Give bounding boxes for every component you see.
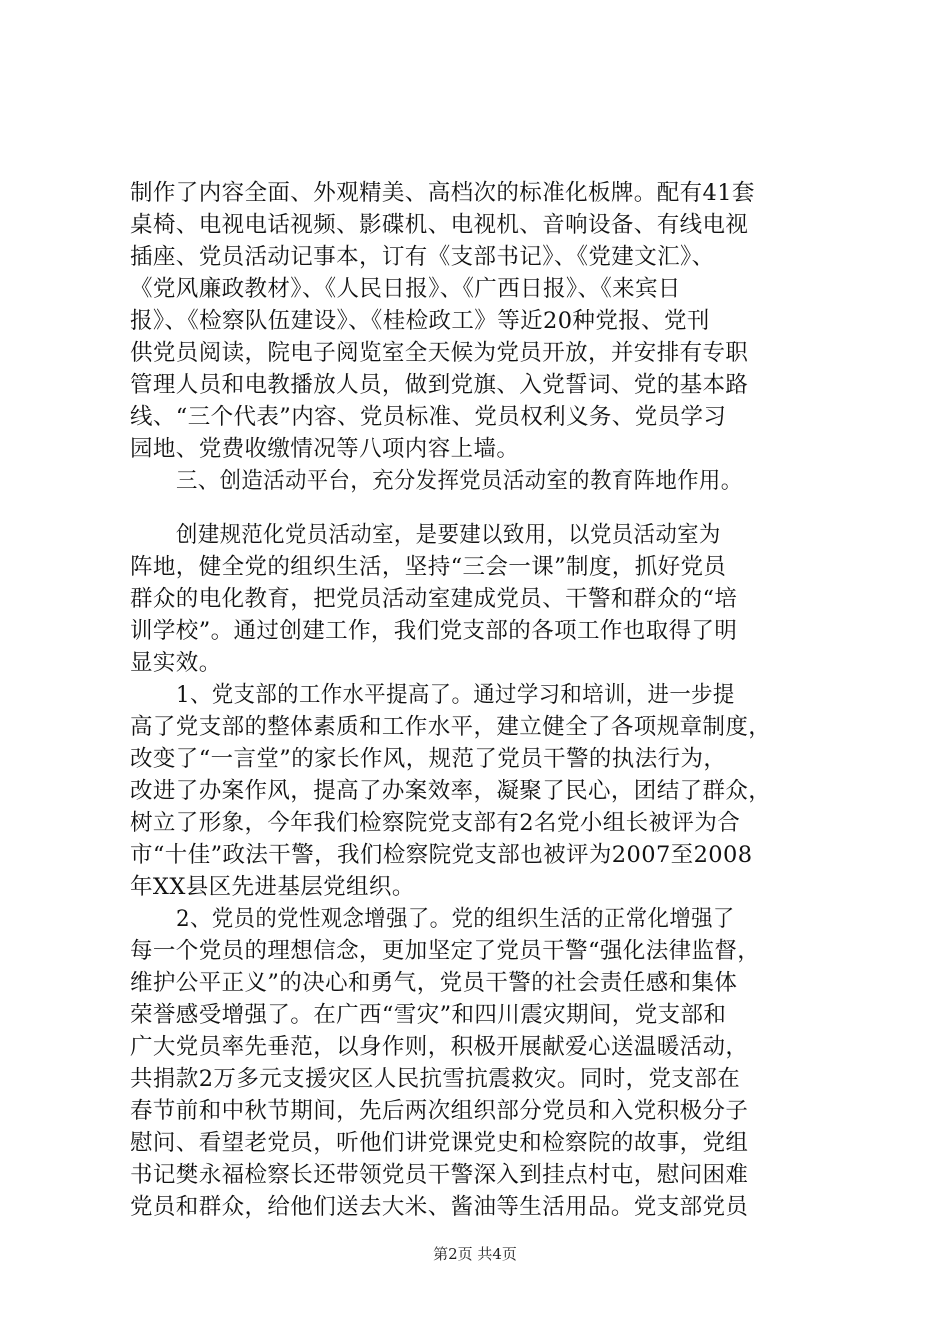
text-line: 阵地，健全党的组织生活，坚持“三会一课”制度，抓好党员 xyxy=(130,554,727,580)
text-line: 训学校”。通过创建工作，我们党支部的各项工作也取得了明 xyxy=(130,618,738,644)
text-line: 制作了内容全面、外观精美、高档次的标准化板牌。配有41套 xyxy=(130,180,755,206)
text-line: 维护公平正义”的决心和勇气，党员干警的社会责任感和集体 xyxy=(130,970,738,996)
text-line: 改变了“一言堂”的家长作风，规范了党员干警的执法行为， xyxy=(130,746,727,772)
text-line: 春节前和中秋节期间，先后两次组织部分党员和入党积极分子 xyxy=(130,1098,749,1124)
text-line: 桌椅、电视电话视频、影碟机、电视机、音响设备、有线电视 xyxy=(130,212,749,238)
text-line: 供党员阅读，院电子阅览室全天候为党员开放，并安排有专职 xyxy=(130,340,749,366)
text-line: 报》、《检察队伍建设》、《桂检政工》等近20种党报、党刊 xyxy=(130,308,710,334)
text-line: 年XX县区先进基层党组织。 xyxy=(130,874,415,900)
text-line: 线、“三个代表”内容、党员标准、党员权利义务、党员学习 xyxy=(130,404,727,430)
text-line: 显实效。 xyxy=(130,650,222,676)
text-line: 荣誉感受增强了。在广西“雪灾”和四川震灾期间，党支部和 xyxy=(130,1002,727,1028)
text-line: 党员和群众，给他们送去大米、酱油等生活用品。党支部党员 xyxy=(130,1194,749,1220)
text-line: 书记樊永福检察长还带领党员干警深入到挂点村屯，慰问困难 xyxy=(130,1162,749,1188)
text-line: 树立了形象，今年我们检察院党支部有2名党小组长被评为合 xyxy=(130,810,741,836)
text-line: 慰问、看望老党员，听他们讲党课党史和检察院的故事，党组 xyxy=(130,1130,749,1156)
text-line: 1、党支部的工作水平提高了。通过学习和培训，进一步提 xyxy=(176,682,735,708)
text-line: 共捐款2万多元支援灾区人民抗雪抗震救灾。同时，党支部在 xyxy=(130,1066,741,1092)
page-number-footer: 第2页 共4页 xyxy=(433,1245,517,1263)
text-line: 市“十佳”政法干警，我们检察院党支部也被评为2007至2008 xyxy=(130,842,753,868)
text-line: 广大党员率先垂范，以身作则，积极开展献爱心送温暖活动， xyxy=(130,1034,749,1060)
text-line: 每一个党员的理想信念，更加坚定了党员干警“强化法律监督， xyxy=(130,938,761,964)
text-line: 管理人员和电教播放人员，做到党旗、入党誓词、党的基本路 xyxy=(130,372,749,398)
text-line: 群众的电化教育，把党员活动室建成党员、干警和群众的“培 xyxy=(130,586,738,612)
text-line: 园地、党费收缴情况等八项内容上墙。 xyxy=(130,436,520,462)
section-heading: 三、创造活动平台，充分发挥党员活动室的教育阵地作用。 xyxy=(176,468,743,494)
text-line: 改进了办案作风，提高了办案效率，凝聚了民心，团结了群众， xyxy=(130,778,772,804)
text-line: 高了党支部的整体素质和工作水平，建立健全了各项规章制度， xyxy=(130,714,772,740)
text-line: 插座、党员活动记事本，订有《支部书记》、《党建文汇》、 xyxy=(130,244,715,270)
text-line: 2、党员的党性观念增强了。党的组织生活的正常化增强了 xyxy=(176,906,735,932)
text-line: 创建规范化党员活动室，是要建以致用，以党员活动室为 xyxy=(176,522,721,548)
text-line: 《党风廉政教材》、《人民日报》、《广西日报》、《来宾日 xyxy=(130,276,681,302)
